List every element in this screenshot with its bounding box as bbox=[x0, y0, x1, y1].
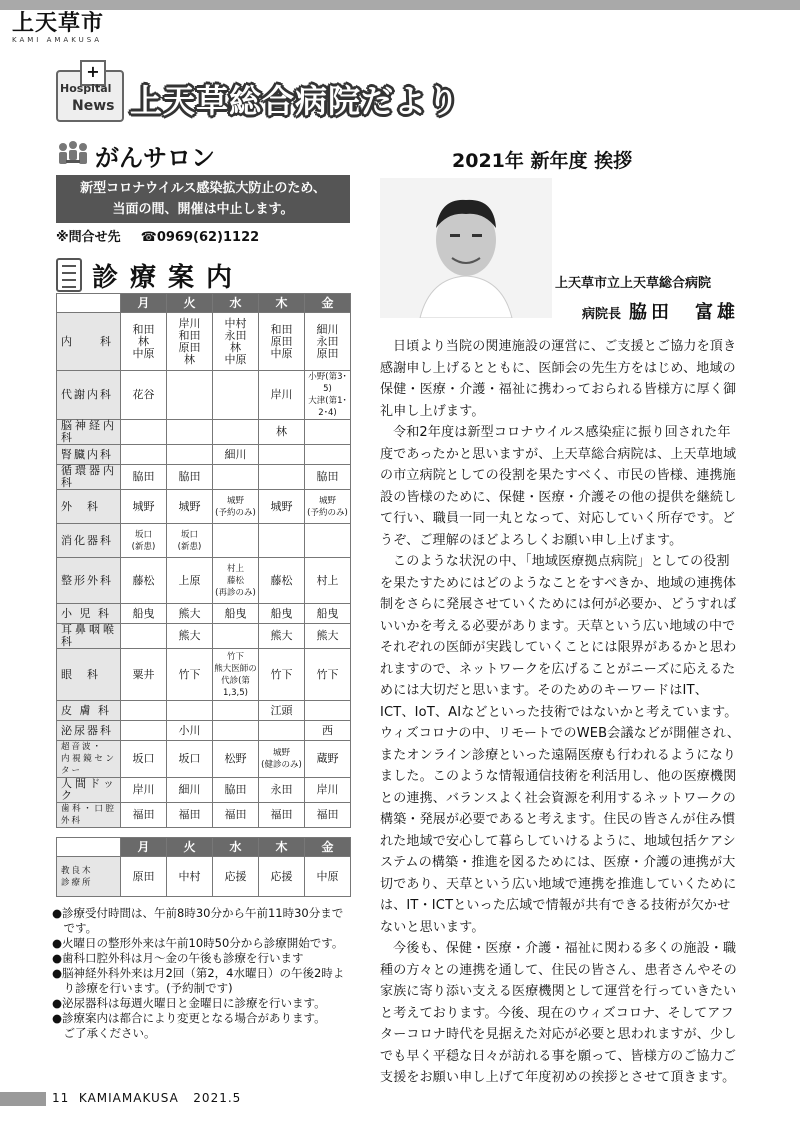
note-item: ●診療案内は都合により変更となる場合があります。 ご了承ください。 bbox=[52, 1011, 326, 1040]
doctor-cell: 細川 bbox=[213, 445, 259, 465]
greeting-title: 2021年 新年度 挨拶 bbox=[452, 150, 633, 172]
doctor-cell: 永田 bbox=[259, 778, 305, 803]
doctor-cell: 脇田 bbox=[305, 465, 351, 490]
day-header: 水 bbox=[213, 294, 259, 313]
table-row bbox=[57, 524, 351, 558]
doctor-cell: 熊大 bbox=[167, 624, 213, 649]
doctor-cell bbox=[305, 701, 351, 721]
doctor-cell: 城野 bbox=[121, 490, 167, 524]
day-header: 木 bbox=[259, 294, 305, 313]
day-header: 月 bbox=[121, 294, 167, 313]
doctor-cell bbox=[259, 524, 305, 558]
table-row bbox=[57, 558, 351, 604]
doctor-cell bbox=[259, 465, 305, 490]
department-name: 超音波・ 内視鏡センター bbox=[57, 741, 121, 778]
doctor-cell: 坂口 bbox=[167, 741, 213, 778]
doctor-cell: 熊大 bbox=[167, 604, 213, 624]
table-row bbox=[57, 857, 351, 897]
department-name: 代謝内科 bbox=[57, 371, 121, 420]
doctor-cell: 粟井 bbox=[121, 649, 167, 701]
doctor-cell: 原田 bbox=[121, 857, 167, 897]
doctor-cell: 松野 bbox=[213, 741, 259, 778]
doctor-cell: 坂口 (新患) bbox=[167, 524, 213, 558]
doctor-cell bbox=[121, 624, 167, 649]
doctor-cell: 細川 bbox=[167, 778, 213, 803]
doctor-cell: 熊大 bbox=[305, 624, 351, 649]
doctor-cell: 応援 bbox=[259, 857, 305, 897]
doctor-cell: 中原 bbox=[305, 857, 351, 897]
page-number: 11 bbox=[52, 1091, 70, 1105]
table-row bbox=[57, 465, 351, 490]
department-name: 耳鼻咽喉科 bbox=[57, 624, 121, 649]
note-item: ●脳神経外科外来は月2回（第2，4水曜日）の午後2時よ り診療を行います。(予約制です) bbox=[52, 966, 345, 995]
doctor-cell bbox=[213, 624, 259, 649]
day-header: 火 bbox=[167, 294, 213, 313]
note-item: ●泌尿器科は毎週火曜日と金曜日に診療を行います。 bbox=[52, 996, 326, 1010]
table-row bbox=[57, 778, 351, 803]
doctor-cell: 応援 bbox=[213, 857, 259, 897]
people-group-icon bbox=[56, 140, 90, 168]
salon-title: がんサロン bbox=[95, 144, 215, 172]
doctor-cell: 脇田 bbox=[213, 778, 259, 803]
department-name: 腎臓内科 bbox=[57, 445, 121, 465]
salon-notice-line2: 当面の間、開催は中止します。 bbox=[112, 202, 294, 217]
doctor-cell: 和田 林 中原 bbox=[121, 313, 167, 371]
news-icon-top: Hospital bbox=[60, 82, 112, 95]
schedule-notes bbox=[52, 906, 362, 1041]
department-name: 脳神経内科 bbox=[57, 420, 121, 445]
doctor-cell bbox=[121, 420, 167, 445]
doctor-cell bbox=[121, 721, 167, 741]
department-name: 皮 膚 科 bbox=[57, 701, 121, 721]
table-row bbox=[57, 701, 351, 721]
department-name: 内 科 bbox=[57, 313, 121, 371]
branch-schedule-table bbox=[56, 837, 351, 897]
doctor-cell: 藤松 bbox=[121, 558, 167, 604]
table-row bbox=[57, 313, 351, 371]
city-logo bbox=[12, 12, 122, 52]
day-header: 金 bbox=[305, 294, 351, 313]
note-item: ●歯科口腔外科は月～金の午後も診療を行います bbox=[52, 951, 304, 965]
director-portrait bbox=[380, 178, 552, 318]
magazine-name: KAMIAMAKUSA bbox=[78, 1091, 179, 1105]
table-row bbox=[57, 649, 351, 701]
news-icon-bottom: News bbox=[72, 98, 115, 114]
department-name: 泌尿器科 bbox=[57, 721, 121, 741]
doctor-cell: 竹下 bbox=[259, 649, 305, 701]
doctor-cell: 坂口 (新患) bbox=[121, 524, 167, 558]
doctor-cell: 城野 (健診のみ) bbox=[259, 741, 305, 778]
note-item: ●火曜日の整形外来は午前10時50分から診療開始です。 bbox=[52, 936, 344, 950]
contact-label: ※問合せ先 bbox=[56, 230, 121, 245]
logo-text: 上天草市 bbox=[12, 11, 105, 36]
table-row bbox=[57, 604, 351, 624]
table-row bbox=[57, 741, 351, 778]
doctor-cell: 村上 藤松 (再診のみ) bbox=[213, 558, 259, 604]
department-name: 人間ドック bbox=[57, 778, 121, 803]
doctor-cell: 熊大 bbox=[259, 624, 305, 649]
doctor-cell: 中村 bbox=[167, 857, 213, 897]
day-header: 金 bbox=[305, 838, 351, 857]
doctor-cell: 脇田 bbox=[167, 465, 213, 490]
doctor-cell bbox=[167, 371, 213, 420]
doctor-cell bbox=[213, 524, 259, 558]
doctor-cell: 小野(第3･5) 大津(第1･2･4) bbox=[305, 371, 351, 420]
doctor-cell: 船曳 bbox=[213, 604, 259, 624]
day-header: 月 bbox=[121, 838, 167, 857]
doctor-cell: 林 bbox=[259, 420, 305, 445]
doctor-cell bbox=[121, 701, 167, 721]
note-item: ●診療受付時間は、午前8時30分から午前11時30分まで です。 bbox=[52, 906, 344, 935]
doctor-cell: 中村 永田 林 中原 bbox=[213, 313, 259, 371]
doctor-cell bbox=[213, 721, 259, 741]
table-row bbox=[57, 721, 351, 741]
cross-icon: + bbox=[80, 60, 106, 86]
department-name: 循環器内科 bbox=[57, 465, 121, 490]
greeting-paragraph: 日頃より当院の関連施設の運営に、ご支援とご協力を頂き感謝申し上げるとともに、医師会の先生方をはじめ、地域の保健・医療・介護・福祉に携わっておられる皆様方に厚く御礼申し上げます。 bbox=[380, 339, 737, 419]
doctor-cell: 脇田 bbox=[121, 465, 167, 490]
doctor-cell bbox=[167, 445, 213, 465]
schedule-title: 診療案内 bbox=[92, 263, 245, 293]
doctor-cell: 竹下 bbox=[167, 649, 213, 701]
footer bbox=[52, 1091, 241, 1105]
department-name: 消化器科 bbox=[57, 524, 121, 558]
contact-info bbox=[56, 226, 259, 245]
department-name: 外 科 bbox=[57, 490, 121, 524]
director-name: 脇田 富雄 bbox=[629, 302, 740, 323]
greeting-paragraph: 今後も、保健・医療・介護・福祉に関わる多くの施設・職種の方々との連携を通して、住民の皆さん、患者さんやその家族に寄り添い支える医療機関として運営を行っていきたいと考えております。今後、現在のウィズコロナ、そしてアフターコロナ時代を見据えた対応が必要と思われますが、少しでも早く平穏な日々が訪れる事を願って、皆様方のご協力ご支援をお願い申し上げて年度初めの挨拶とさせて頂きます。 bbox=[380, 941, 737, 1085]
greeting-paragraph: 令和2年度は新型コロナウイルス感染症に振り回された年度であったかと思いますが、上天草総合病院は、上天草地域の市立病院としての役割を果たすべく、市民の皆様、連携施設の皆様のために、保健・医療・介護その他の提供を継続して行い、職員一同一丸となって、対応していく所存です。どうぞ、ご理解のほどよろしくお願い申し上げます。 bbox=[380, 425, 737, 548]
clipboard-icon bbox=[56, 258, 82, 292]
doctor-cell bbox=[259, 721, 305, 741]
table-row bbox=[57, 445, 351, 465]
doctor-cell: 福田 bbox=[213, 803, 259, 828]
doctor-cell: 細川 永田 原田 bbox=[305, 313, 351, 371]
hospital-news-icon bbox=[56, 62, 124, 122]
doctor-cell: 船曳 bbox=[305, 604, 351, 624]
schedule-table bbox=[56, 293, 351, 828]
director-line bbox=[582, 298, 739, 324]
doctor-cell bbox=[213, 701, 259, 721]
department-name: 教良木 診療所 bbox=[57, 857, 121, 897]
doctor-cell bbox=[213, 465, 259, 490]
doctor-cell bbox=[259, 445, 305, 465]
doctor-cell bbox=[305, 524, 351, 558]
doctor-cell bbox=[167, 420, 213, 445]
top-bar bbox=[0, 0, 800, 10]
doctor-cell: 福田 bbox=[167, 803, 213, 828]
day-header: 火 bbox=[167, 838, 213, 857]
hospital-name: 上天草市立上天草総合病院 bbox=[555, 276, 712, 291]
table-row bbox=[57, 624, 351, 649]
doctor-cell: 江頭 bbox=[259, 701, 305, 721]
salon-notice bbox=[56, 175, 350, 223]
doctor-cell bbox=[305, 420, 351, 445]
day-header: 木 bbox=[259, 838, 305, 857]
doctor-cell: 岸川 bbox=[121, 778, 167, 803]
doctor-cell bbox=[121, 445, 167, 465]
doctor-cell: 岸川 bbox=[259, 371, 305, 420]
doctor-cell: 西 bbox=[305, 721, 351, 741]
doctor-cell: 花谷 bbox=[121, 371, 167, 420]
issue-date: 2021.5 bbox=[193, 1091, 242, 1105]
doctor-cell: 上原 bbox=[167, 558, 213, 604]
salon-notice-line1: 新型コロナウイルス感染拡大防止のため、 bbox=[80, 181, 326, 196]
table-row bbox=[57, 420, 351, 445]
day-header: 水 bbox=[213, 838, 259, 857]
doctor-cell: 福田 bbox=[121, 803, 167, 828]
table-row bbox=[57, 803, 351, 828]
greeting-paragraph: このような状況の中、「地域医療拠点病院」としての役割を果たすためにはどのようなことをすべきか、地域の連携体制をさらに発展させていくためには何が必要か、どうすればいいかを考える必要があります。天草という広い地域の中でそれぞれの医師が実践していくことには限界があるかと思われますので、ネットワークを広げることがニーズに応えるためには大切だと思います。そのためのキーワードはIT、ICT、IoT、AIなどといった技術ではないかと考えています。ウィズコロナの中、リモートでのWEB会議などが開催され、またオンライン診療といった遠隔医療も行われるようになりました。このような情報通信技術を利活用し、他の医療機関との連携、バランスよく社会資源を利用するネットワークの構築・発展が必要であると考えます。住民の皆さんが住み慣れた地域で安心して暮らしていけるように、地域包括ケアシステムの構築・推進を図るためには、医療・介護の連携が大切であり、天草という広い地域で連携を推進していくためには、IT・ICTといった広域で情報が共有できる技術が欠かせないと思います。 bbox=[380, 554, 741, 935]
doctor-cell bbox=[213, 420, 259, 445]
doctor-cell: 和田 原田 中原 bbox=[259, 313, 305, 371]
footer-bar bbox=[0, 1092, 46, 1106]
director-position: 病院長 bbox=[582, 307, 622, 322]
department-name: 眼 科 bbox=[57, 649, 121, 701]
logo-sub: KAMI AMAKUSA bbox=[12, 36, 103, 44]
doctor-cell: 城野 (予約のみ) bbox=[305, 490, 351, 524]
doctor-cell: 小川 bbox=[167, 721, 213, 741]
table-row bbox=[57, 371, 351, 420]
doctor-cell: 船曳 bbox=[259, 604, 305, 624]
doctor-cell: 蔵野 bbox=[305, 741, 351, 778]
greeting-body bbox=[380, 336, 742, 1089]
doctor-cell: 城野 bbox=[167, 490, 213, 524]
doctor-cell: 藤松 bbox=[259, 558, 305, 604]
doctor-cell: 船曳 bbox=[121, 604, 167, 624]
doctor-cell bbox=[305, 445, 351, 465]
department-name: 歯科・口腔外科 bbox=[57, 803, 121, 828]
doctor-cell: 竹下 熊大医師の 代診(第1,3,5) bbox=[213, 649, 259, 701]
doctor-cell: 竹下 bbox=[305, 649, 351, 701]
doctor-cell bbox=[213, 371, 259, 420]
department-name: 整形外科 bbox=[57, 558, 121, 604]
doctor-cell: 城野 (予約のみ) bbox=[213, 490, 259, 524]
doctor-cell: 岸川 和田 原田 林 bbox=[167, 313, 213, 371]
doctor-cell: 岸川 bbox=[305, 778, 351, 803]
doctor-cell: 城野 bbox=[259, 490, 305, 524]
doctor-cell: 坂口 bbox=[121, 741, 167, 778]
doctor-cell: 福田 bbox=[305, 803, 351, 828]
department-name: 小 児 科 bbox=[57, 604, 121, 624]
doctor-cell bbox=[167, 701, 213, 721]
table-row bbox=[57, 490, 351, 524]
doctor-cell: 福田 bbox=[259, 803, 305, 828]
page-title: 上天草総合病院だより bbox=[130, 82, 461, 120]
doctor-cell: 村上 bbox=[305, 558, 351, 604]
contact-phone: ☎0969(62)1122 bbox=[140, 230, 260, 245]
